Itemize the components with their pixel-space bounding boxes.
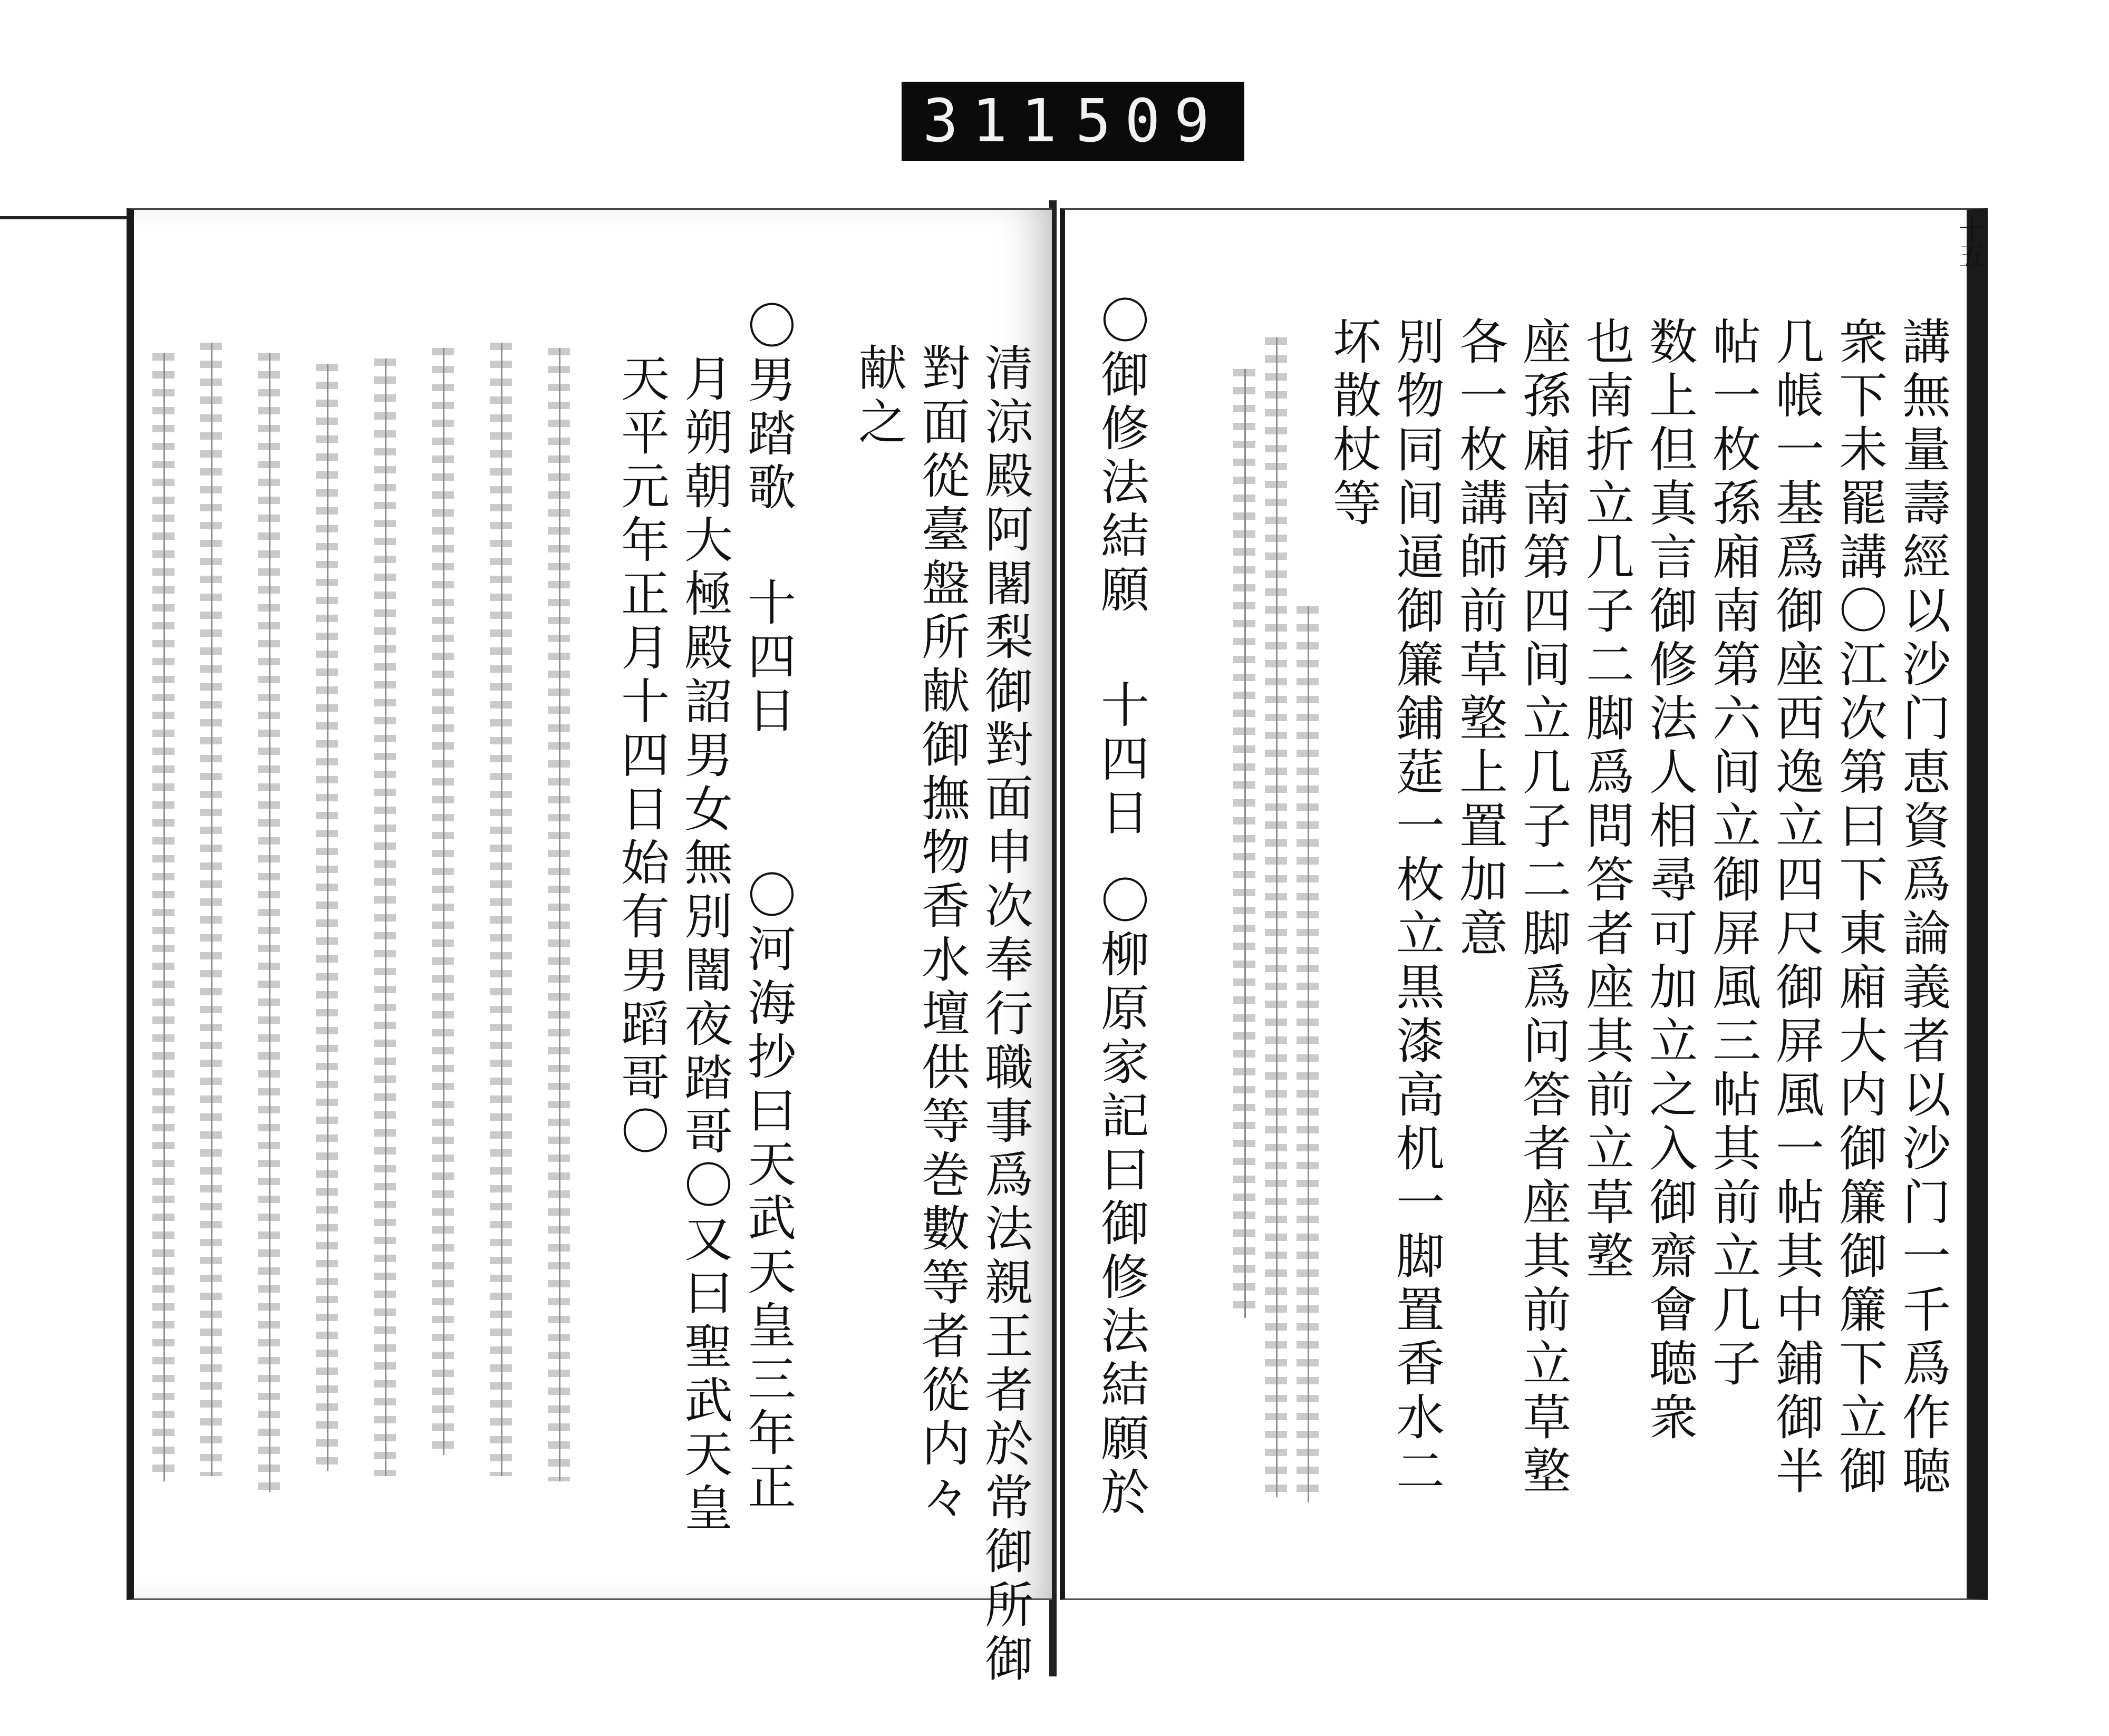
handwritten-column: [443, 348, 444, 1455]
text-column: 對面從臺盤所献御撫物香水壇供等巻數等者從内々: [914, 343, 970, 1526]
text-column: 帖一枚孫廂南第六间立御屏風三帖其前立几子: [1705, 316, 1761, 1392]
handwritten-column: [559, 348, 560, 1481]
archive-label-right: 509: [1075, 87, 1223, 156]
text-column: 几帳一基爲御座西逸立四尺御屏風一帖其中鋪御半: [1768, 316, 1824, 1499]
text-column: 〇柳原家記曰御修法結願於: [1093, 875, 1149, 1520]
archive-label: [902, 82, 1244, 161]
text-column: 座孫廂南第四间立几子二脚爲问答者座其前立草墪: [1515, 316, 1571, 1499]
handwritten-column: [163, 353, 165, 1481]
handwritten-column: [211, 343, 212, 1476]
text-column: 坏散杖等: [1325, 316, 1381, 531]
handwritten-column: [1244, 369, 1246, 1318]
text-column: 講無量壽經以沙门恵資爲論義者以沙门一千爲作聴: [1894, 316, 1951, 1499]
section-heading: 〇男踏歌 十四日: [740, 300, 796, 739]
handwritten-column: [501, 343, 502, 1476]
text-column: 〇河海抄曰天武天皇三年正: [740, 870, 796, 1515]
folio-number: 十五: [1955, 216, 1985, 269]
page-edge-line: [0, 216, 137, 219]
text-column: 各一枚講師前草墪上置加意: [1452, 316, 1508, 962]
text-column: 別物同间逼御簾鋪莚一枚立黒漆高机一脚置香水二: [1388, 316, 1445, 1499]
handwritten-column: [385, 358, 386, 1476]
handwritten-column: [1276, 337, 1278, 1497]
text-column: 天平元年正月十四日始有男蹈哥〇: [613, 353, 670, 1160]
handwritten-column: [269, 353, 270, 1492]
text-column: 献之: [850, 343, 907, 450]
handwritten-column: [327, 364, 328, 1471]
section-heading: 〇御修法結願 十四日: [1093, 295, 1149, 841]
text-column: 数上但真言御修法人相尋可加立之入御齋會聴衆: [1641, 316, 1698, 1446]
text-column: 衆下未罷講〇江次第曰下東廂大内御簾御簾下立御: [1831, 316, 1888, 1499]
text-column: 清涼殿阿闍梨御對面申次奉行職事爲法親王者於常御所御: [977, 343, 1033, 1687]
archive-label-left: 311: [923, 87, 1071, 156]
text-column: 也南折立几子二脚爲問答者座其前立草墪: [1578, 316, 1634, 1284]
text-column: 月朔朝大極殿詔男女無別闇夜踏哥〇又曰聖武天皇: [676, 353, 733, 1536]
handwritten-column: [1308, 606, 1309, 1502]
